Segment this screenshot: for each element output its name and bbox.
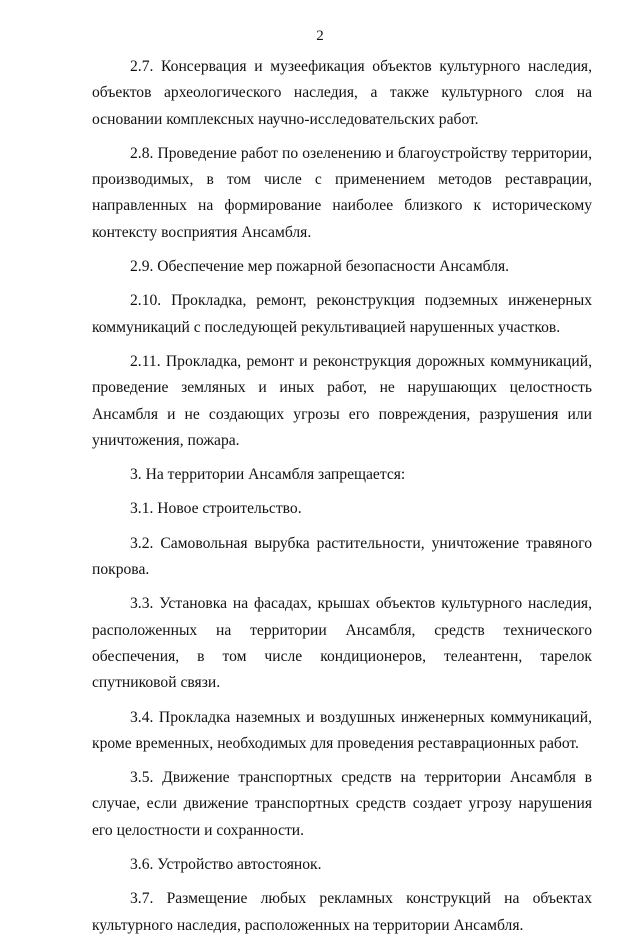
paragraph-3-4: 3.4. Прокладка наземных и воздушных инженерных коммуникаций, кроме временных, необходимых для проведения реставрационных работ. — [92, 708, 592, 752]
page-number: 2 — [316, 28, 324, 44]
paragraph-3: 3. На территории Ансамбля запрещается: — [130, 466, 406, 484]
paragraph-2-11: 2.11. Прокладка, ремонт и реконструкция дорожных коммуникаций, проведение земляных и иных работ, не нарушающих целостность Ансамбля и не создающих угрозы его повреждения, разрушения или уничтожения, пожара. — [92, 352, 592, 449]
paragraph-2-8: 2.8. Проведение работ по озеленению и благоустройству территории, производимых, в том числе с применением методов реставрации, направленных на формирование наиболее близкого к историческому контексту восприятия Ансамбля. — [92, 144, 592, 241]
document-body — [92, 54, 592, 939]
paragraph-2-9: 2.9. Обеспечение мер пожарной безопасности Ансамбля. — [130, 258, 510, 276]
paragraph-3-1: 3.1. Новое строительство. — [130, 500, 302, 518]
paragraph-3-6: 3.6. Устройство автостоянок. — [130, 856, 322, 874]
paragraph-3-7: 3.7. Размещение любых рекламных конструкций на объектах культурного наследия, расположенных на территории Ансамбля. — [92, 890, 592, 934]
paragraph-3-3: 3.3. Установка на фасадах, крышах объектов культурного наследия, расположенных на территории Ансамбля, средств технического обеспечения, в том числе кондиционеров, телеантенн, тарелок спутниковой связи. — [92, 595, 592, 692]
paragraph-2-10: 2.10. Прокладка, ремонт, реконструкция подземных инженерных коммуникаций с последующей рекультивацией нарушенных участков. — [92, 292, 592, 336]
paragraph-3-5: 3.5. Движение транспортных средств на территории Ансамбля в случае, если движение транспортных средств создает угрозу нарушения его целостности и сохранности. — [92, 769, 592, 839]
paragraph-3-2: 3.2. Самовольная вырубка растительности, уничтожение травяного покрова. — [92, 534, 592, 579]
paragraph-2-7: 2.7. Консервация и музеефикация объектов культурного наследия, объектов археологического наследия, а также культурного слоя на основании комплексных научно-исследовательских работ. — [92, 58, 592, 128]
